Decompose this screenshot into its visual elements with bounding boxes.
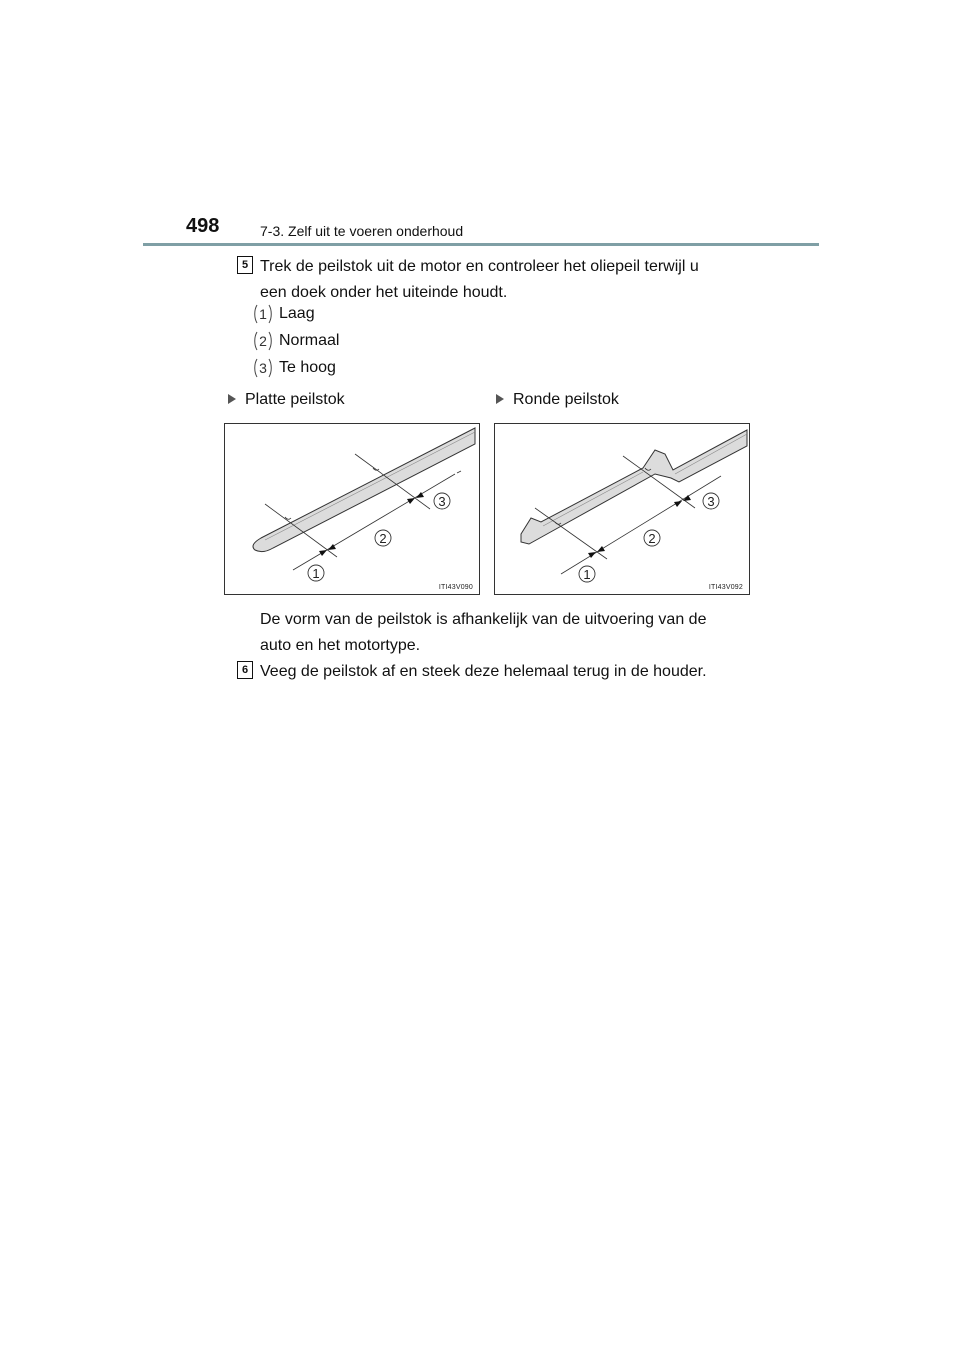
header-rule <box>143 243 819 246</box>
legend-number-3: 3 <box>259 360 267 376</box>
figure-round-callout-3: 3 <box>707 494 715 509</box>
triangle-bullet-icon <box>496 394 504 404</box>
step-6-text: Veeg de peilstok af en steek deze helemaal terug in de houder. <box>260 663 707 680</box>
legend-number-2: 2 <box>259 333 267 349</box>
figure-round-callout-2: 2 <box>648 531 656 546</box>
shape-note <box>260 607 744 659</box>
variant-label-round <box>496 390 619 410</box>
flat-dipstick-illustration <box>225 424 481 596</box>
legend-label-low: Laag <box>279 305 315 322</box>
variant-flat-text: Platte peilstok <box>245 391 345 408</box>
figure-flat-callout-3: 3 <box>438 494 446 509</box>
shape-note-line-2: auto en het motortype. <box>260 637 421 654</box>
shape-note-line-1: De vorm van de peilstok is afhankelijk van de uitvoering van de <box>260 611 707 628</box>
step-5-text <box>260 254 744 306</box>
page-number: 498 <box>186 215 220 237</box>
legend-label-too-high: Te hoog <box>279 359 336 376</box>
figure-flat-callout-1: 1 <box>312 566 320 581</box>
step-number-5: 5 <box>237 256 253 274</box>
legend-number-1: 1 <box>259 306 267 322</box>
figure-flat-code: ITI43V090 <box>438 584 473 591</box>
figure-round-code: ITI43V092 <box>708 584 743 591</box>
step-number-6: 6 <box>237 661 253 679</box>
variant-label-flat <box>228 390 345 410</box>
section-title: 7-3. Zelf uit te voeren onderhoud <box>260 223 464 239</box>
round-dipstick-illustration <box>495 424 751 596</box>
figure-round-callout-1: 1 <box>583 567 591 582</box>
figure-flat-dipstick <box>224 423 480 595</box>
figure-flat-callout-2: 2 <box>379 531 387 546</box>
legend-label-normal: Normaal <box>279 332 340 349</box>
triangle-bullet-icon <box>228 394 236 404</box>
variant-round-text: Ronde peilstok <box>513 391 619 408</box>
figure-round-dipstick <box>494 423 750 595</box>
step-5-line-2: een doek onder het uiteinde houdt. <box>260 284 508 301</box>
step-5-line-1: Trek de peilstok uit de motor en controleer het oliepeil terwijl u <box>260 258 699 275</box>
